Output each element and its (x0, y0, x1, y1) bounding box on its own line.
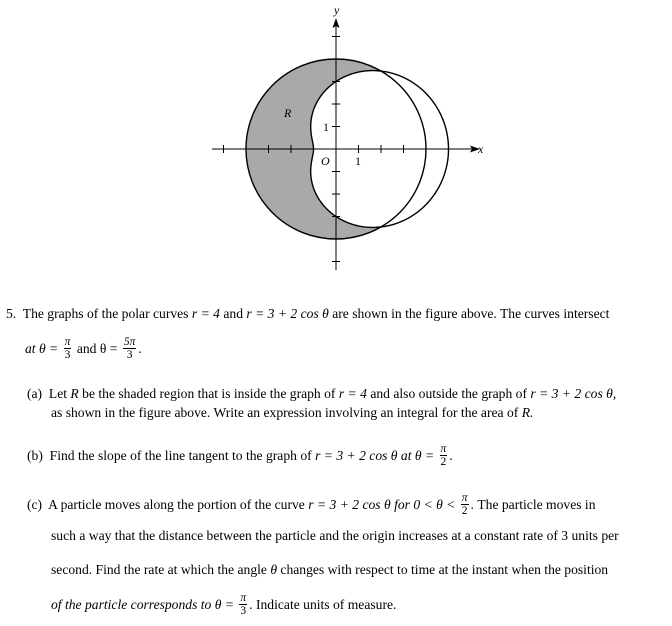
problem-number: 5. (6, 306, 17, 321)
polar-curves-figure (0, 0, 672, 290)
part-a-line-1: (a) Let R be the shaded region that is inside the graph of r = 4 and also outside the graph of r = 3 + 2 cos θ, (27, 386, 617, 401)
origin-label: O (321, 154, 330, 168)
part-b-line: (b) Find the slope of the line tangent to the graph of r = 3 + 2 cos θ at θ = $\frac{\pi}{2}$ . (27, 443, 453, 469)
fraction-pi-over-2-c: $\frac{\pi}{2}$ (461, 492, 468, 518)
part-c-line-1: (c) A particle moves along the portion of the curve r = 3 + 2 cos θ for 0 < θ < $\frac{\pi}{2}$ . The particle moves in (27, 492, 596, 518)
equation-limacon: r = 3 + 2 cos θ (246, 306, 329, 321)
intersection-line: at θ = $\frac{\pi}{3}$ and θ = $\frac{5\pi}{3}$ . (25, 336, 142, 362)
and-theta-text: and θ = (76, 341, 118, 356)
x-axis-label: x (478, 142, 484, 156)
intro-text-a: The graphs of the polar curves (22, 306, 189, 321)
part-a-label: (a) (27, 386, 43, 401)
part-c-line-2: such a way that the distance between the particle and the origin increases at a constant rate of 3 units per (51, 528, 619, 543)
fraction-pi-over-3: $\frac{\pi}{3}$ (64, 336, 71, 362)
equation-circle: r = 4 (191, 306, 220, 321)
part-a-line-2: as shown in the figure above. Write an expression involving an integral for the area of R. (51, 405, 534, 420)
part-c-label: (c) (27, 497, 43, 512)
part-c-line-3: second. Find the rate at which the angle θ changes with respect to time at the instant when the position (51, 562, 609, 577)
tick-label-y-1: 1 (323, 120, 329, 134)
part-c-line-4: of the particle corresponds to θ = $\frac{\pi}{3}$ . Indicate units of measure. (51, 592, 397, 618)
fraction-5pi-over-3: $\frac{5\pi}{3}$ (123, 336, 136, 362)
y-axis-label: y (334, 3, 340, 17)
fraction-pi-over-3-c: $\frac{\pi}{3}$ (240, 592, 247, 618)
problem-intro-line (6, 305, 609, 323)
fraction-pi-over-2-b: $\frac{\pi}{2}$ (440, 443, 447, 469)
part-b-label: (b) (27, 448, 43, 463)
tick-label-x-1: 1 (355, 154, 361, 168)
intro-and: and (223, 306, 243, 321)
region-label: R (284, 106, 292, 120)
at-theta-text: at θ = (25, 341, 59, 356)
intro-text-b: are shown in the figure above. The curves intersect (332, 306, 610, 321)
shaded-region-r (240, 55, 449, 245)
